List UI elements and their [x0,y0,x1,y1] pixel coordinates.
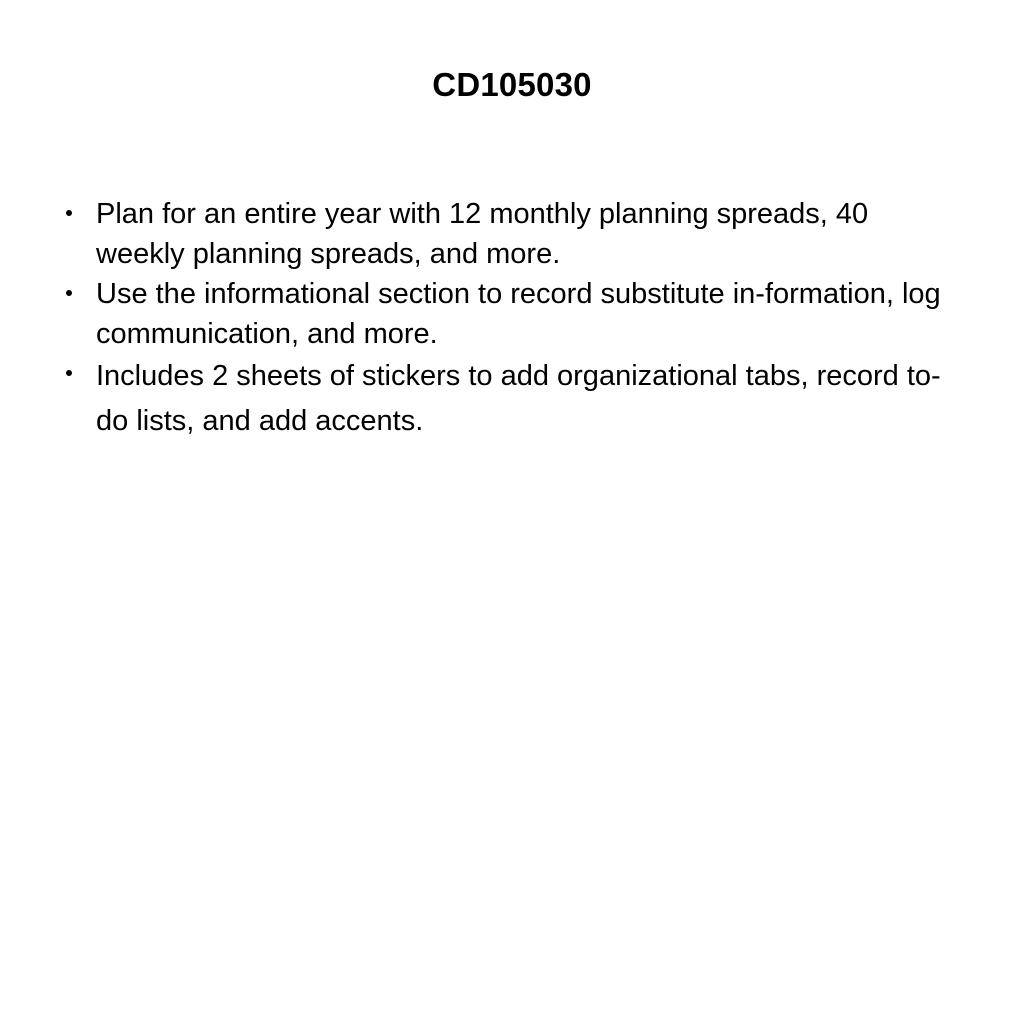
list-item-label: Includes 2 sheets of stickers to add organizational tabs, record to-do lists, and add accents. [96,360,941,437]
page-title: CD105030 [432,66,592,103]
bullet-list [62,194,962,444]
bullet-dot-icon [66,290,72,296]
list-item [62,274,962,354]
list-item [62,354,962,444]
bullet-dot-icon [66,210,72,216]
list-item [62,194,962,274]
list-item-label: Plan for an entire year with 12 monthly planning spreads, 40 weekly planning spreads, and more. [96,198,869,270]
list-item-label: Use the informational section to record substitute in-formation, log communication, and more. [96,278,941,350]
bullet-dot-icon [66,370,72,376]
